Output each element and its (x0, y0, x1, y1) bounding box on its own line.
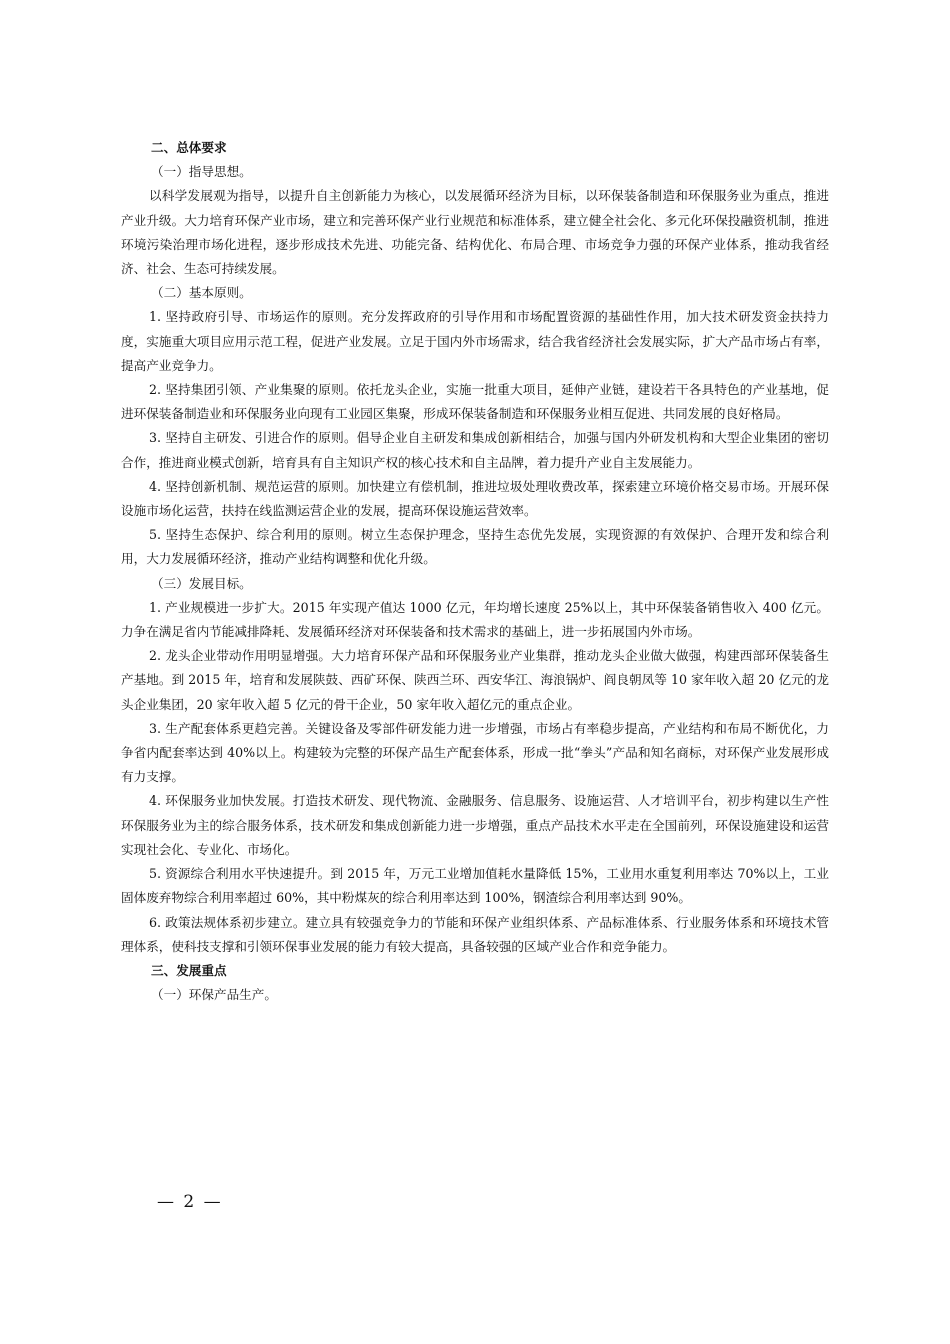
paragraph: 3. 坚持自主研发、引进合作的原则。倡导企业自主研发和集成创新相结合，加强与国内外研发机构和大型企业集团的密切合作，推进商业模式创新，培育具有自主知识产权的核心技术和自主品牌，着力提升产业自主发展能力。 (121, 430, 829, 470)
paragraph: 4. 坚持创新机制、规范运营的原则。加快建立有偿机制，推进垃圾处理收费改革，探索建立环境价格交易市场。开展环保设施市场化运营，扶持在线监测运营企业的发展，提高环保设施运营效率。 (121, 478, 829, 519)
paragraph: 4. 环保服务业加快发展。打造技术研发、现代物流、金融服务、信息服务、设施运营、人才培训平台，初步构建以生产性环保服务业为主的综合服务体系，技术研发和集成创新能力进一步增强，重点产品技术水平走在全国前列，环保设施建设和运营实现社会化、专业化、市场化。 (121, 793, 829, 857)
paragraph: 5. 资源综合利用水平快速提升。到 2015 年，万元工业增加值耗水量降低 15%，工业用水重复利用率达 70%以上，工业固体废弃物综合利用率超过 60%，其中粉煤灰的综合利用率达到 100%，钢渣综合利用率达到 90%。 (121, 866, 829, 906)
subsection-heading: （一）环保产品生产。 (151, 987, 277, 1003)
paragraph: 6. 政策法规体系初步建立。建立具有较强竞争力的节能和环保产业组织体系、产品标准体系、行业服务体系和环境技术管理体系，使科技支撑和引领环保事业发展的能力有较大提高，具备较强的区域产业合作和竞争能力。 (121, 914, 829, 954)
paragraph: 2. 龙头企业带动作用明显增强。大力培育环保产品和环保服务业产业集群，推动龙头企业做大做强，构建西部环保装备生产基地。到 2015 年，培育和发展陕鼓、西矿环保、陕西兰环、西安华江、海浪锅炉、阎良朝凤等 10 家年收入超 20 亿元的龙头企业集团，20 家年收入超 5 亿元的骨干企业，50 家年收入超亿元的重点企业。 (121, 648, 829, 712)
page-number: — 2 — (157, 1192, 223, 1212)
paragraph: 2. 坚持集团引领、产业集聚的原则。依托龙头企业，实施一批重大项目，延伸产业链，建设若干各具特色的产业基地，促进环保装备制造业和环保服务业向现有工业园区集聚，形成环保装备制造和环保服务业相互促进、共同发展的良好格局。 (121, 382, 829, 422)
subsection-heading: （一）指导思想。 (151, 164, 252, 180)
subsection-heading: （三）发展目标。 (151, 575, 252, 591)
section-heading: 三、发展重点 (151, 962, 227, 978)
paragraph: 5. 坚持生态保护、综合利用的原则。树立生态保护理念，坚持生态优先发展，实现资源的有效保护、合理开发和综合利用，大力发展循环经济，推动产业结构调整和优化升级。 (121, 527, 829, 567)
document-body (121, 136, 829, 1007)
subsection-heading: （二）基本原则。 (151, 285, 252, 301)
paragraph: 1. 产业规模进一步扩大。2015 年实现产值达 1000 亿元，年均增长速度 25%以上，其中环保装备销售收入 400 亿元。力争在满足省内节能减排降耗、发展循环经济对环保装备和技术需求的基础上，进一步拓展国内外市场。 (121, 599, 829, 640)
paragraph: 1. 坚持政府引导、市场运作的原则。充分发挥政府的引导作用和市场配置资源的基础性作用，加大技术研发资金扶持力度，实施重大项目应用示范工程，促进产业发展。立足于国内外市场需求，结合我省经济社会发展实际，扩大产品市场占有率，提高产业竞争力。 (121, 309, 829, 373)
section-heading: 二、总体要求 (151, 140, 227, 155)
paragraph: 以科学发展观为指导，以提升自主创新能力为核心，以发展循环经济为目标，以环保装备制造和环保服务业为重点，推进产业升级。大力培育环保产业市场，建立和完善环保产业行业规范和标准体系，建立健全社会化、多元化环保投融资机制，推进环境污染治理市场化进程，逐步形成技术先进、功能完备、结构优化、布局合理、市场竞争力强的环保产业体系，推动我省经济、社会、生态可持续发展。 (121, 188, 829, 277)
paragraph: 3. 生产配套体系更趋完善。关键设备及零部件研发能力进一步增强，市场占有率稳步提高，产业结构和布局不断优化，力争省内配套率达到 40%以上。构建较为完整的环保产品生产配套体系，形成一批“拳头”产品和知名商标，对环保产业发展形成有力支撑。 (121, 720, 829, 785)
